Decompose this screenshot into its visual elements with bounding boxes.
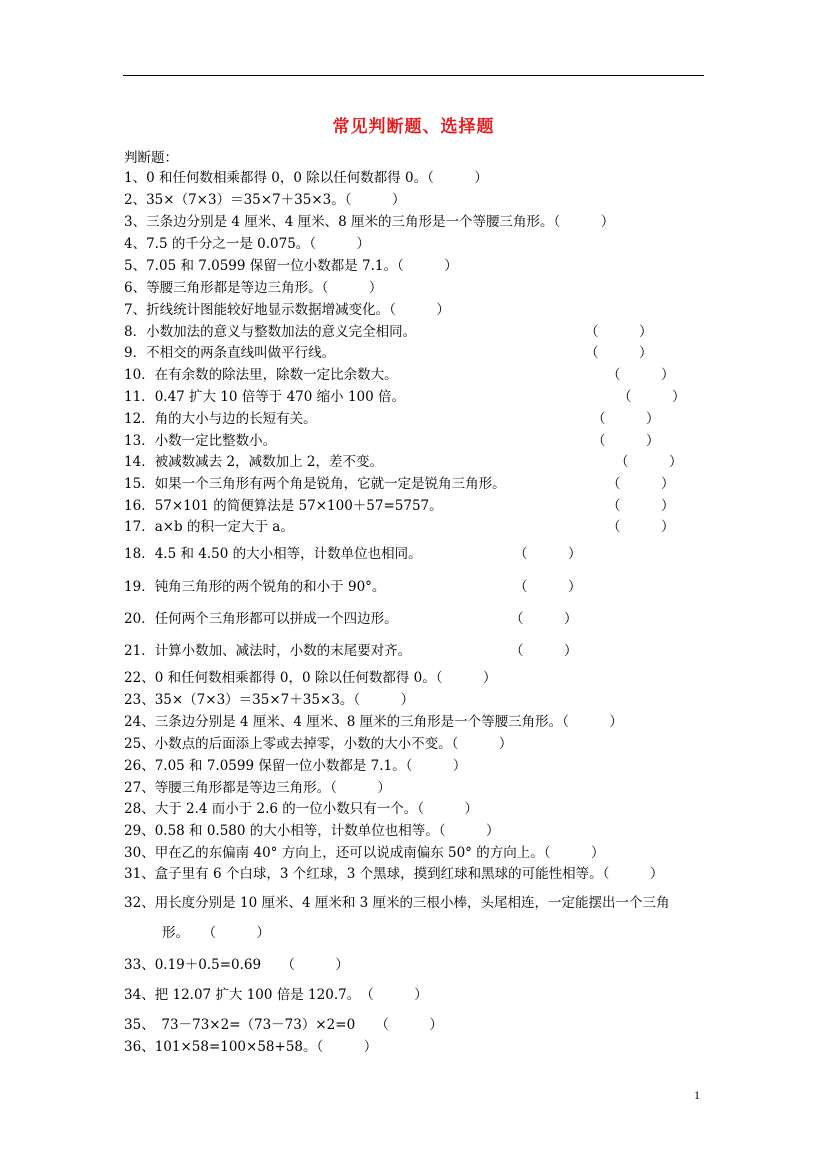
number-separator: 、 (141, 714, 155, 730)
question-text: 三条边分别是 4 厘米、4 厘米、8 厘米的三角形是一个等腰三角形。（ ） (146, 214, 615, 230)
question-text: 4.5 和 4.50 的大小相等，计数单位也相同。 (154, 546, 422, 562)
question-item (124, 754, 466, 774)
question-text: 等腰三角形都是等边三角形。（ ） (146, 280, 383, 296)
number-separator: 、 (141, 1017, 148, 1033)
question-number: 25 (124, 736, 142, 752)
number-separator: 、 (141, 1039, 155, 1055)
number-separator: 、 (132, 302, 147, 318)
number-separator: 、 (132, 214, 147, 230)
question-text: 被减数减去 2，减数加上 2，差不变。 (154, 454, 383, 470)
question-text: 形。 （ ） (162, 925, 270, 941)
question-text: 在有余数的除法里，除数一定比余数大。 (154, 367, 398, 383)
number-separator: ． (141, 389, 155, 405)
question-number: 13 (124, 433, 142, 449)
question-number: 34 (124, 987, 142, 1003)
number-separator: 、 (132, 170, 147, 186)
question-item (124, 188, 405, 208)
number-separator: ． (141, 476, 155, 492)
question-item (124, 450, 383, 470)
number-separator: 、 (132, 236, 147, 252)
question-text: 钝角三角形的两个锐角的和小于 90°。 (154, 579, 386, 595)
question-number: 12 (124, 411, 142, 427)
number-separator: 、 (141, 736, 155, 752)
question-item (124, 210, 614, 230)
question-item (124, 320, 416, 340)
question-text: 用长度分别是 10 厘米、4 厘米和 3 厘米的三根小棒，头尾相连，一定能摆出一个三角 (154, 895, 670, 911)
question-number: 16 (124, 498, 142, 514)
number-separator: ． (141, 411, 155, 427)
question-number: 27 (124, 780, 142, 796)
question-item (162, 921, 270, 941)
question-text: 7.5 的千分之一是 0.075。（ ） (146, 236, 371, 252)
number-separator: 、 (141, 670, 155, 686)
question-text: 小数一定比整数小。 (154, 433, 277, 449)
question-number: 31 (124, 866, 142, 882)
question-text: 0 和任何数相乘都得 0，0 除以任何数都得 0。（ ） (154, 670, 497, 686)
question-item (124, 776, 391, 796)
question-number: 9 (124, 345, 133, 361)
question-number: 22 (124, 670, 142, 686)
page-number: 1 (694, 1088, 700, 1102)
page-title: 常见判断题、选择题 (332, 117, 495, 137)
question-text: 0.58 和 0.580 的大小相等，计数单位也相等。（ ） (154, 823, 500, 839)
question-text: 0 和任何数相乘都得 0，0 除以任何数都得 0。（ ） (146, 170, 488, 186)
question-item (124, 862, 663, 882)
question-text: 等腰三角形都是等边三角形。（ ） (154, 780, 391, 796)
question-number: 30 (124, 845, 142, 861)
question-text: 57×101 的简便算法是 57×100＋57=5757。 (154, 498, 443, 514)
section-label: 判断题： (124, 150, 178, 166)
question-item (124, 732, 512, 752)
question-number: 1 (124, 170, 133, 186)
question-item (124, 542, 422, 562)
question-item (124, 515, 294, 535)
question-text: 35×（7×3）＝35×7＋35×3。（ ） (154, 692, 415, 708)
question-text: 折线统计图能较好地显示数据增减变化。（ ） (146, 302, 450, 318)
question-item (124, 254, 458, 274)
question-number: 3 (124, 214, 133, 230)
question-item (124, 841, 604, 861)
answer-parentheses[interactable]: （ ） (607, 498, 675, 514)
question-item (124, 341, 335, 361)
answer-parentheses[interactable]: （ ） (592, 433, 660, 449)
number-separator: 、 (141, 780, 155, 796)
question-item (124, 166, 488, 186)
number-separator: 、 (141, 895, 155, 911)
question-number: 14 (124, 454, 142, 470)
question-number: 21 (124, 643, 142, 659)
number-separator: 、 (141, 692, 155, 708)
question-number: 6 (124, 280, 133, 296)
question-number: 17 (124, 519, 142, 535)
question-number: 36 (124, 1039, 142, 1055)
number-separator: ． (132, 324, 147, 340)
number-separator: 、 (141, 758, 155, 774)
answer-parentheses[interactable]: （ ） (607, 519, 675, 535)
question-number: 20 (124, 611, 142, 627)
question-text: 任何两个三角形都可以拼成一个四边形。 (154, 611, 398, 627)
answer-parentheses[interactable]: （ ） (615, 454, 683, 470)
question-item (124, 953, 349, 973)
number-separator: 、 (141, 866, 155, 882)
question-number: 15 (124, 476, 142, 492)
number-separator: ． (132, 345, 147, 361)
question-text: 盒子里有 6 个白球，3 个红球，3 个黑球，摸到红球和黑球的可能性相等。（ ） (154, 866, 664, 882)
header-rule (123, 75, 704, 76)
question-item (124, 688, 414, 708)
question-number: 35 (124, 1017, 142, 1033)
question-item (124, 1013, 443, 1033)
number-separator: 、 (132, 280, 147, 296)
question-item (124, 232, 370, 252)
number-separator: ． (141, 454, 155, 470)
question-text: 0.19＋0.5=0.69 （ ） (154, 957, 349, 973)
question-item (124, 276, 382, 296)
number-separator: ． (141, 498, 155, 514)
question-item (124, 363, 398, 383)
question-item (124, 472, 506, 492)
question-number: 11 (124, 389, 142, 405)
question-item (124, 891, 670, 911)
question-item (124, 607, 398, 627)
question-number: 32 (124, 895, 142, 911)
question-item (124, 575, 385, 595)
question-number: 28 (124, 801, 142, 817)
question-text: 101×58=100×58+58。（ ） (154, 1039, 378, 1055)
question-item (124, 407, 317, 427)
number-separator: ． (141, 611, 155, 627)
question-number: 5 (124, 258, 133, 274)
question-text: 7.05 和 7.0599 保留一位小数都是 7.1。（ ） (146, 258, 458, 274)
question-item (124, 639, 411, 659)
number-separator: 、 (132, 192, 147, 208)
question-text: 甲在乙的东偏南 40° 方向上，还可以说成南偏东 50° 的方向上。（ ） (154, 845, 605, 861)
question-text: 小数点的后面添上零或去掉零，小数的大小不变。（ ） (154, 736, 513, 752)
question-number: 10 (124, 367, 142, 383)
question-text: 大于 2.4 而小于 2.6 的一位小数只有一个。（ ） (154, 801, 479, 817)
question-item (124, 1035, 377, 1055)
question-text: 三条边分别是 4 厘米、4 厘米、8 厘米的三角形是一个等腰三角形。（ ） (154, 714, 623, 730)
question-number: 8 (124, 324, 133, 340)
question-item (124, 298, 450, 318)
answer-parentheses[interactable]: （ ） (514, 546, 582, 562)
question-number: 4 (124, 236, 133, 252)
question-text: 不相交的两条直线叫做平行线。 (146, 345, 336, 361)
number-separator: ． (141, 519, 155, 535)
question-text: 把 12.07 扩大 100 倍是 120.7。 （ ） (154, 987, 428, 1003)
question-text: a×b 的积一定大于 a。 (154, 519, 294, 535)
number-separator: 、 (141, 823, 155, 839)
question-text: 角的大小与边的长短有关。 (154, 411, 317, 427)
question-text: 35×（7×3）＝35×7＋35×3。（ ） (146, 192, 406, 208)
number-separator: 、 (141, 987, 155, 1003)
question-item (124, 983, 428, 1003)
question-text: 0.47 扩大 10 倍等于 470 缩小 100 倍。 (154, 389, 405, 405)
question-item (124, 666, 496, 686)
question-text: 小数加法的意义与整数加法的意义完全相同。 (146, 324, 417, 340)
question-number: 26 (124, 758, 142, 774)
question-text: 73－73×2=（73－73）×2=0 （ ） (147, 1017, 443, 1033)
answer-parentheses[interactable]: （ ） (607, 476, 675, 492)
question-item (124, 710, 623, 730)
number-separator: ． (141, 643, 155, 659)
answer-parentheses[interactable]: （ ） (514, 579, 582, 595)
number-separator: 、 (132, 258, 147, 274)
question-item (124, 494, 443, 514)
number-separator: ． (141, 367, 155, 383)
answer-parentheses[interactable]: （ ） (592, 411, 660, 427)
question-number: 7 (124, 302, 133, 318)
question-number: 19 (124, 579, 142, 595)
answer-parentheses[interactable]: （ ） (510, 643, 578, 659)
number-separator: 、 (141, 845, 155, 861)
number-separator: 、 (141, 957, 155, 973)
question-number: 29 (124, 823, 142, 839)
question-number: 2 (124, 192, 133, 208)
number-separator: ． (141, 579, 155, 595)
question-item (124, 797, 478, 817)
number-separator: 、 (141, 801, 155, 817)
question-number: 23 (124, 692, 142, 708)
question-number: 24 (124, 714, 142, 730)
question-number: 18 (124, 546, 142, 562)
question-item (124, 819, 500, 839)
question-text: 如果一个三角形有两个角是锐角，它就一定是锐角三角形。 (154, 476, 506, 492)
question-item (124, 385, 405, 405)
question-number: 33 (124, 957, 142, 973)
question-text: 7.05 和 7.0599 保留一位小数都是 7.1。（ ） (154, 758, 467, 774)
answer-parentheses[interactable]: （ ） (618, 389, 686, 405)
question-text: 计算小数加、减法时，小数的末尾要对齐。 (154, 643, 412, 659)
answer-parentheses[interactable]: （ ） (607, 367, 675, 383)
answer-parentheses[interactable]: （ ） (510, 611, 578, 627)
answer-parentheses[interactable]: （ ） (585, 345, 653, 361)
question-item (124, 429, 276, 449)
answer-parentheses[interactable]: （ ） (585, 324, 653, 340)
number-separator: ． (141, 433, 155, 449)
number-separator: ． (141, 546, 155, 562)
